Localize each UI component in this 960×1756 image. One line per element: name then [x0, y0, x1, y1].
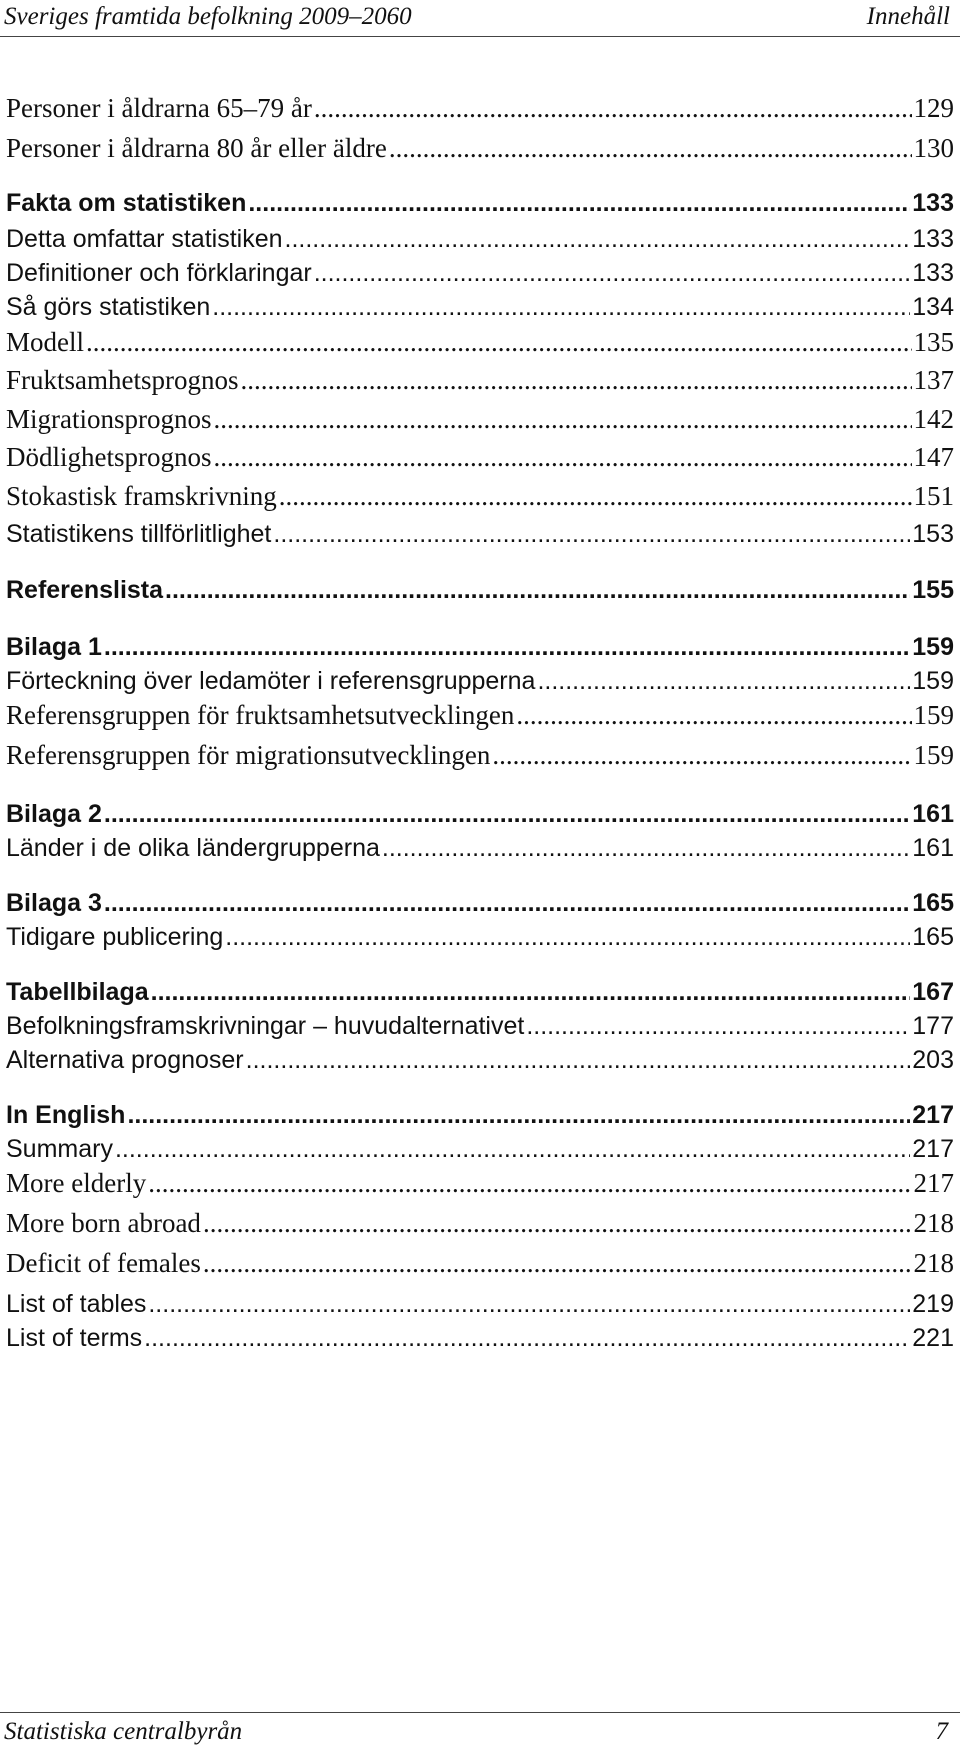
- toc-leader: [104, 800, 910, 829]
- toc-entry-page: 133: [912, 259, 954, 287]
- toc-leader: [314, 259, 911, 288]
- toc-entry[interactable]: [6, 1135, 954, 1164]
- toc-entry[interactable]: [6, 1046, 954, 1075]
- toc-entry[interactable]: [6, 1208, 954, 1239]
- toc-entry[interactable]: [6, 1248, 954, 1279]
- toc-entry[interactable]: [6, 404, 954, 435]
- toc-leader: [203, 1208, 912, 1239]
- toc-entry-page: 130: [913, 133, 954, 163]
- toc-leader: [285, 225, 911, 254]
- toc-entry-page: 134: [912, 293, 954, 321]
- toc-entry-label: Personer i åldrarna 65–79 år: [6, 93, 312, 123]
- toc-entry-label: Länder i de olika ländergrupperna: [6, 834, 380, 862]
- toc-entry-label: Fakta om statistiken: [6, 189, 247, 217]
- toc-entry-page: 153: [912, 520, 954, 548]
- toc-entry[interactable]: [6, 225, 954, 254]
- toc-entry-page: 159: [912, 667, 954, 695]
- toc-entry-page: 133: [912, 225, 954, 253]
- toc-chapter-entry[interactable]: [6, 189, 954, 218]
- toc-entry[interactable]: [6, 365, 954, 396]
- toc-entry[interactable]: [6, 93, 954, 124]
- toc-leader: [214, 404, 912, 435]
- toc-entry-label: Fruktsamhetsprognos: [6, 365, 239, 395]
- toc-entry[interactable]: [6, 1168, 954, 1199]
- toc-entry[interactable]: [6, 700, 954, 731]
- toc-entry-page: 177: [912, 1012, 954, 1040]
- toc-entry-page: 165: [912, 889, 954, 917]
- toc-entry-page: 217: [913, 1168, 954, 1198]
- toc-entry-page: 129: [913, 93, 954, 123]
- toc-chapter-entry[interactable]: [6, 576, 954, 605]
- toc-leader: [148, 1168, 911, 1199]
- toc-leader: [127, 1101, 910, 1130]
- footer-rule: [0, 1712, 960, 1713]
- running-title: Sveriges framtida befolkning 2009–2060: [4, 3, 412, 30]
- toc-entry-page: 218: [913, 1248, 954, 1278]
- toc-entry[interactable]: [6, 442, 954, 473]
- toc-leader: [148, 1290, 910, 1319]
- toc-entry-page: 167: [912, 978, 954, 1006]
- toc-leader: [246, 1046, 911, 1075]
- toc-entry[interactable]: [6, 667, 954, 696]
- toc-entry-page: 161: [912, 800, 954, 828]
- toc-entry-label: Modell: [6, 327, 84, 357]
- toc-entry[interactable]: [6, 481, 954, 512]
- toc-leader: [241, 365, 912, 396]
- toc-entry-label: Förteckning över ledamöter i referensgrupperna: [6, 667, 536, 695]
- toc-entry-label: Bilaga 2: [6, 800, 102, 828]
- toc-entry-page: 159: [912, 633, 954, 661]
- toc-entry[interactable]: [6, 923, 954, 952]
- toc-chapter-entry[interactable]: [6, 889, 954, 918]
- toc-entry-label: List of tables: [6, 1290, 147, 1318]
- header-rule: [0, 36, 960, 37]
- toc-entry-label: Migrationsprognos: [6, 404, 212, 434]
- toc-leader: [537, 667, 910, 696]
- toc-leader: [492, 740, 911, 771]
- toc-entry-page: 203: [912, 1046, 954, 1074]
- toc-entry[interactable]: [6, 520, 954, 549]
- toc-chapter-entry[interactable]: [6, 978, 954, 1007]
- toc-leader: [151, 978, 911, 1007]
- toc-entry-label: Stokastisk framskrivning: [6, 481, 277, 511]
- toc-chapter-entry[interactable]: [6, 1101, 954, 1130]
- section-title: Innehåll: [866, 3, 950, 30]
- toc-leader: [104, 889, 910, 918]
- page-header: [0, 0, 960, 38]
- toc-entry-label: Tidigare publicering: [6, 923, 224, 951]
- toc-entry-label: Personer i åldrarna 80 år eller äldre: [6, 133, 387, 163]
- toc-entry-page: 155: [912, 576, 954, 604]
- toc-entry[interactable]: [6, 1012, 954, 1041]
- toc-entry-label: More born abroad: [6, 1208, 201, 1238]
- toc-leader: [314, 93, 912, 124]
- toc-leader: [382, 834, 910, 863]
- toc-leader: [248, 189, 910, 218]
- toc-entry-label: Befolkningsframskrivningar – huvudalternativet: [6, 1012, 525, 1040]
- toc-entry-label: Bilaga 1: [6, 633, 102, 661]
- toc-entry[interactable]: [6, 259, 954, 288]
- toc-entry-label: List of terms: [6, 1324, 143, 1352]
- toc-entry-page: 133: [912, 189, 954, 217]
- toc-entry-page: 151: [913, 481, 954, 511]
- toc-entry-page: 161: [912, 834, 954, 862]
- toc-entry-page: 221: [912, 1324, 954, 1352]
- toc-entry-page: 137: [913, 365, 954, 395]
- toc-entry-label: Referensgruppen för fruktsamhetsutvecklingen: [6, 700, 515, 730]
- toc-leader: [115, 1135, 910, 1164]
- toc-leader: [389, 133, 912, 164]
- toc-entry[interactable]: [6, 293, 954, 322]
- toc-entry-page: 217: [912, 1135, 954, 1163]
- page-number: 7: [935, 1718, 948, 1745]
- toc-entry-label: Referenslista: [6, 576, 164, 604]
- toc-leader: [104, 633, 910, 662]
- toc-entry-label: More elderly: [6, 1168, 147, 1198]
- toc-entry-label: Detta omfattar statistiken: [6, 225, 283, 253]
- toc-leader: [526, 1012, 910, 1041]
- toc-entry-label: Alternativa prognoser: [6, 1046, 244, 1074]
- toc-leader: [203, 1248, 912, 1279]
- toc-entry[interactable]: [6, 133, 954, 164]
- toc-chapter-entry[interactable]: [6, 800, 954, 829]
- toc-leader: [516, 700, 911, 731]
- toc-entry-label: Bilaga 3: [6, 889, 102, 917]
- toc-entry-page: 218: [913, 1208, 954, 1238]
- toc-entry-page: 165: [912, 923, 954, 951]
- toc-leader: [212, 293, 910, 322]
- toc-leader: [273, 520, 910, 549]
- toc-entry[interactable]: [6, 1324, 954, 1353]
- toc-chapter-entry[interactable]: [6, 633, 954, 662]
- publisher-name: Statistiska centralbyrån: [4, 1718, 243, 1745]
- toc-entry-page: 217: [912, 1101, 954, 1129]
- toc-leader: [279, 481, 912, 512]
- toc-entry-label: Deficit of females: [6, 1248, 201, 1278]
- toc-leader: [214, 442, 912, 473]
- toc-entry-label: Statistikens tillförlitlighet: [6, 520, 272, 548]
- toc-leader: [225, 923, 910, 952]
- toc-entry[interactable]: [6, 740, 954, 771]
- toc-leader: [144, 1324, 910, 1353]
- toc-entry-page: 159: [913, 700, 954, 730]
- toc-entry-label: Referensgruppen för migrationsutvecklingen: [6, 740, 491, 770]
- toc-leader: [86, 327, 912, 358]
- toc-entry[interactable]: [6, 834, 954, 863]
- toc-leader: [165, 576, 910, 605]
- toc-entry-label: Summary: [6, 1135, 113, 1163]
- toc-entry-label: Dödlighetsprognos: [6, 442, 212, 472]
- toc-entry[interactable]: [6, 1290, 954, 1319]
- toc-entry-label: Tabellbilaga: [6, 978, 149, 1006]
- toc-entry-page: 219: [912, 1290, 954, 1318]
- toc-entry-page: 135: [913, 327, 954, 357]
- toc-entry-page: 159: [913, 740, 954, 770]
- toc-entry-page: 147: [913, 442, 954, 472]
- toc-entry-label: In English: [6, 1101, 126, 1129]
- toc-entry-label: Så görs statistiken: [6, 293, 211, 321]
- toc-entry[interactable]: [6, 327, 954, 358]
- toc-entry-page: 142: [913, 404, 954, 434]
- toc-entry-label: Definitioner och förklaringar: [6, 259, 312, 287]
